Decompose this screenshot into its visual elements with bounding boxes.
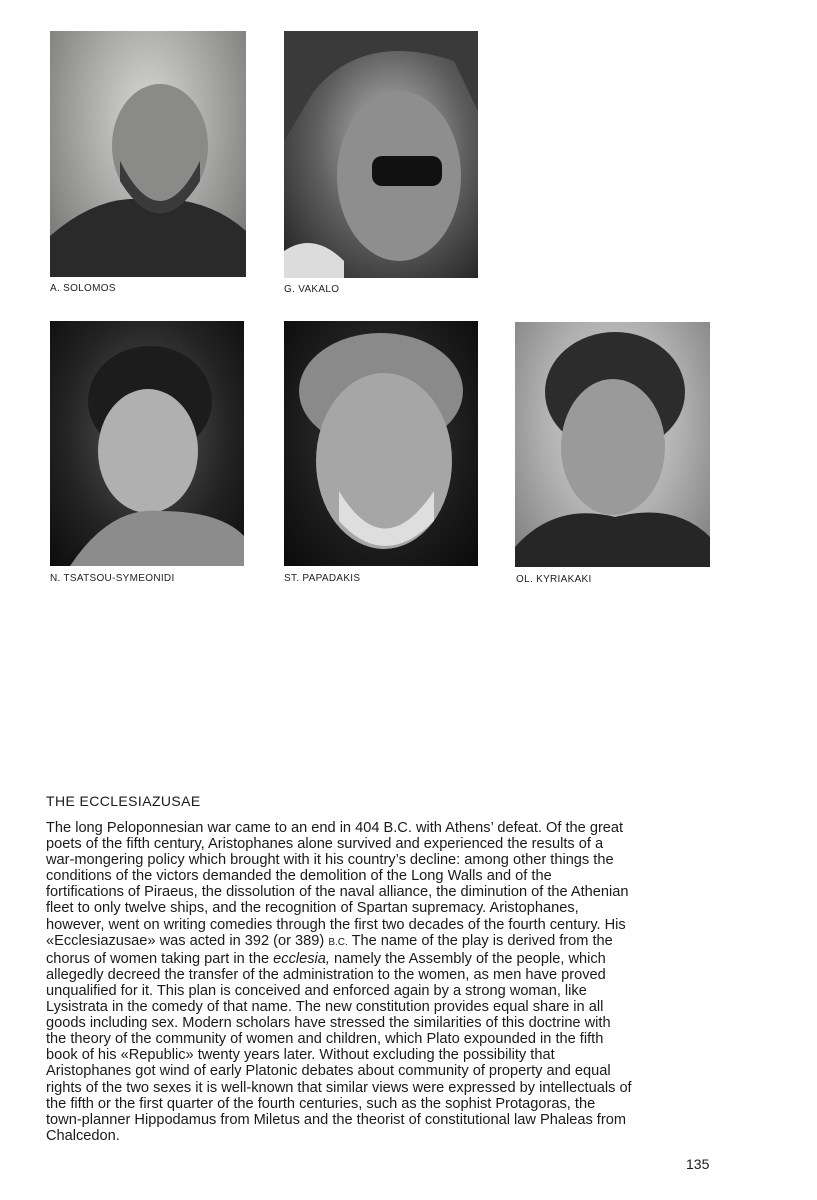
italic-term: ecclesia, xyxy=(273,950,330,967)
body-line: war-mongering policy which brought with it his country’s decline: among other things the xyxy=(46,852,614,869)
portrait-silhouette xyxy=(284,31,478,278)
photo-caption: G. VAKALO xyxy=(284,284,340,295)
body-line: namely the Assembly of the people, which xyxy=(329,950,606,967)
page-number: 135 xyxy=(686,1156,710,1172)
photo-vakalo xyxy=(284,31,478,278)
photo-caption: ST. PAPADAKIS xyxy=(284,573,361,584)
photo-caption: N. TSATSOU-SYMEONIDI xyxy=(50,573,175,584)
body-line: town-planner Hippodamus from Miletus and the theorist of constitutional law Phaleas from xyxy=(46,1111,626,1128)
body-line: the theory of the community of women and children, which Plato expounded in the fifth xyxy=(46,1031,604,1048)
body-line: book of his «Republic» twenty years later. Without excluding the possibility that xyxy=(46,1047,555,1064)
body-line: The name of the play is derived from the xyxy=(347,932,613,949)
portrait-silhouette xyxy=(515,322,710,567)
body-line: rights of the two sexes it is well-known that similar views were expressed by intellectuals of xyxy=(46,1079,632,1096)
body-line: The long Peloponnesian war came to an end in 404 B.C. with Athens’ defeat. Of the great xyxy=(46,820,624,836)
body-line: allegedly decreed the transfer of the administration to the women, as men have proved xyxy=(46,966,606,983)
body-line: poets of the fifth century, Aristophanes alone survived and experienced the results of a xyxy=(46,836,604,853)
body-line: Lysistrata in the comedy of that name. The new constitution provides equal share in all xyxy=(46,999,604,1016)
photo-caption: OL. KYRIAKAKI xyxy=(516,574,592,585)
body-line: Chalcedon. xyxy=(46,1127,120,1144)
body-line: Aristophanes got wind of early Platonic debates about community of property and equal xyxy=(46,1063,611,1080)
portrait-silhouette xyxy=(284,321,478,566)
article-body xyxy=(46,820,711,1144)
body-line: unqualified for it. This plan is conceived and enforced again by a strong woman, like xyxy=(46,982,587,999)
body-line: goods including sex. Modern scholars have stressed the similarities of this doctrine with xyxy=(46,1015,611,1032)
body-line: chorus of women taking part in the xyxy=(46,950,270,967)
article-title: THE ECCLESIAZUSAE xyxy=(46,793,201,809)
photo-tsatsou-symeonidi xyxy=(50,321,244,566)
photo-solomos xyxy=(50,31,246,277)
photo-papadakis xyxy=(284,321,478,566)
portrait-silhouette xyxy=(50,321,244,566)
portrait-silhouette xyxy=(50,31,246,277)
body-line: fortifications of Piraeus, the dissolution of the naval alliance, the diminution of the Athenian xyxy=(46,884,629,901)
body-line: the fifth or the first quarter of the fourth centuries, such as the sophist Protagoras, the xyxy=(46,1095,596,1112)
body-line: however, went on writing comedies through the first two decades of the fourth century. His xyxy=(46,916,626,933)
body-line: «Ecclesiazusae» was acted in 392 (or 389) xyxy=(46,932,325,949)
photo-kyriakaki xyxy=(515,322,710,567)
body-line: conditions of the victors demanded the demolition of the Long Walls and of the xyxy=(46,868,552,885)
body-line: fleet to only twelve ships, and the recognition of Spartan supremacy. Aristophanes, xyxy=(46,900,579,917)
era-abbreviation: B.C. xyxy=(328,936,348,948)
photo-caption: A. SOLOMOS xyxy=(50,283,116,294)
